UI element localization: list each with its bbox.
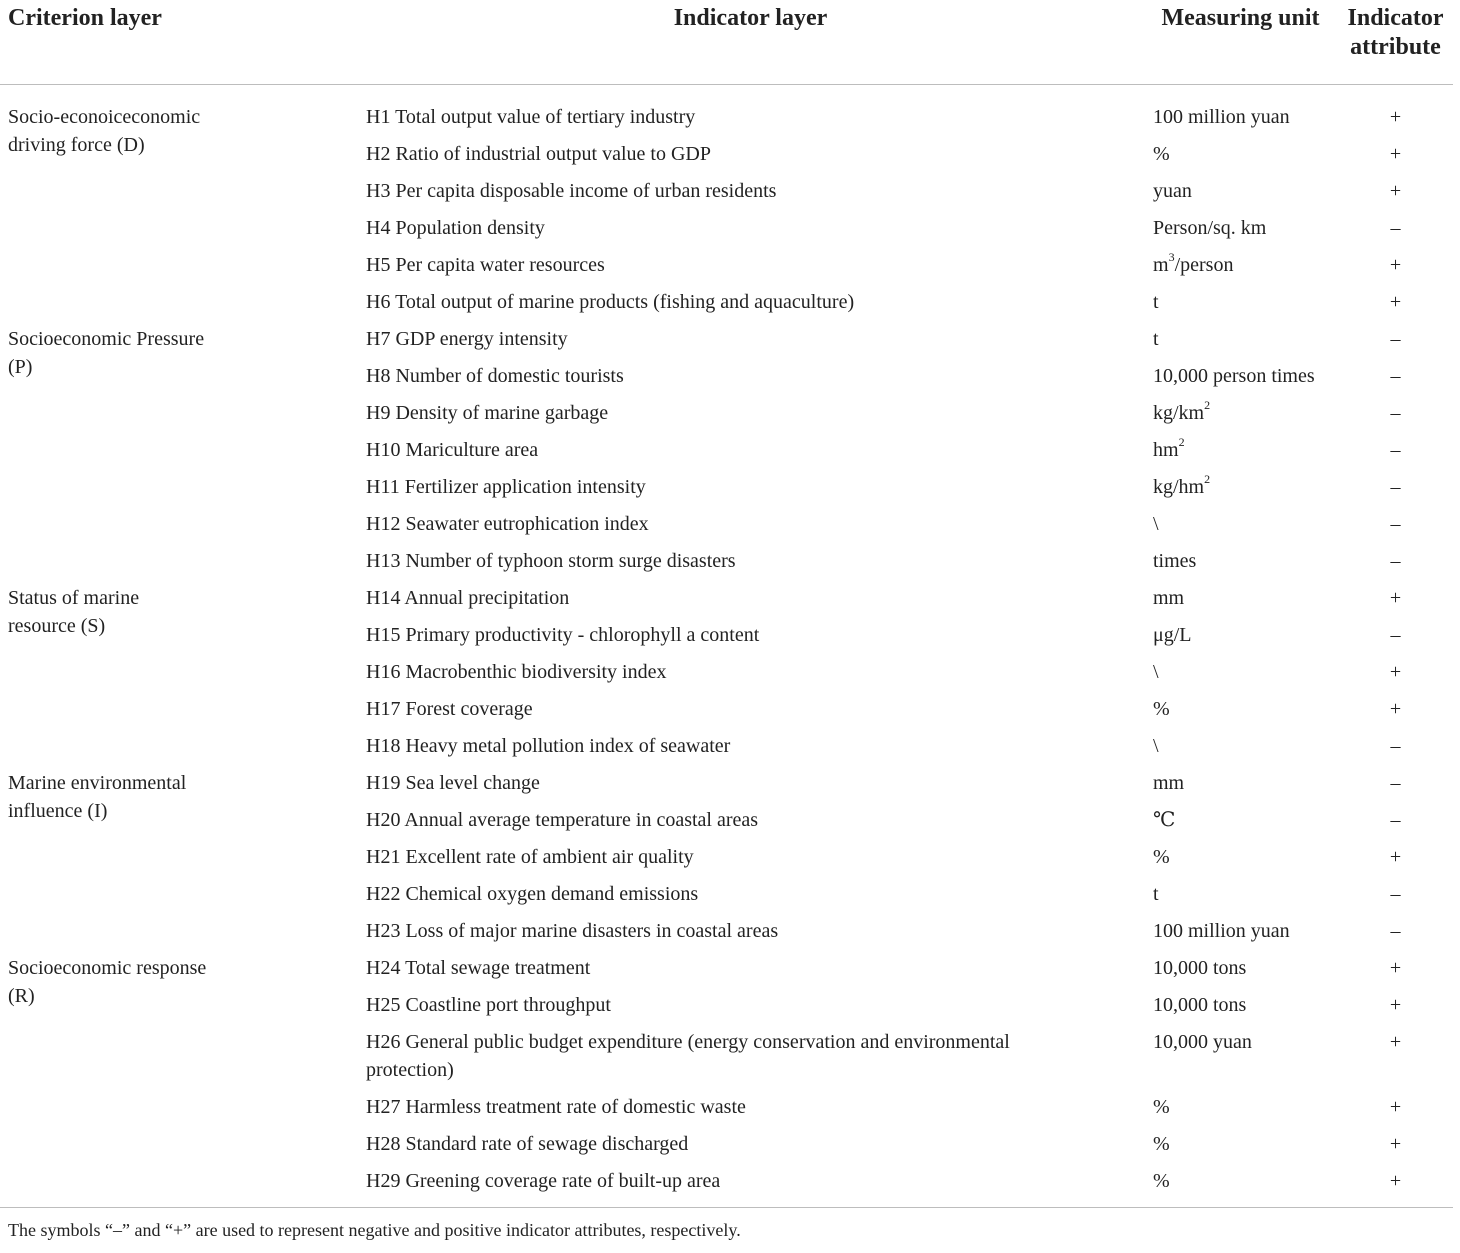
indicator-cell: H29 Greening coverage rate of built-up area	[366, 1170, 721, 1192]
unit-superscript: 2	[1204, 398, 1211, 413]
unit-text: 10,000 person times	[1153, 365, 1315, 387]
header-indicator-attribute: Indicator attribute	[1338, 0, 1453, 85]
measuring-unit-cell	[1143, 654, 1338, 691]
unit-text: ℃	[1153, 809, 1176, 831]
indicator-cell: H6 Total output of marine products (fishing and aquaculture)	[366, 291, 855, 313]
indicator-attribute-cell: +	[1389, 587, 1402, 609]
measuring-unit-cell	[1143, 1126, 1338, 1163]
unit-text: 100 million yuan	[1153, 106, 1290, 128]
measuring-unit-cell	[1143, 247, 1338, 284]
unit-text: μg/L	[1153, 624, 1192, 646]
criterion-cell: Marine environmental influence (I)	[8, 772, 187, 822]
unit-text: %	[1153, 1133, 1170, 1155]
indicator-cell: H14 Annual precipitation	[366, 587, 570, 609]
header-row	[0, 0, 1453, 85]
unit-text: kg/km	[1153, 402, 1205, 424]
table-row	[0, 765, 1453, 802]
unit-text: t	[1153, 328, 1159, 350]
measuring-unit-cell	[1143, 210, 1338, 247]
unit-text: 10,000 yuan	[1153, 1031, 1252, 1053]
table-footnote: The symbols “–” and “+” are used to represent negative and positive indicator attributes, respectively.	[8, 1220, 741, 1240]
unit-text: %	[1153, 846, 1170, 868]
indicator-cell: H18 Heavy metal pollution index of seawater	[366, 735, 731, 757]
indicator-attribute-cell: –	[1390, 217, 1401, 239]
measuring-unit-cell	[1143, 1024, 1338, 1089]
unit-text: %	[1153, 143, 1170, 165]
measuring-unit-cell	[1143, 839, 1338, 876]
measuring-unit-cell	[1143, 358, 1338, 395]
indicator-cell: H2 Ratio of industrial output value to GDP	[366, 143, 711, 165]
indicator-attribute-cell: +	[1389, 1170, 1402, 1192]
indicator-attribute-cell: +	[1389, 254, 1402, 276]
measuring-unit-cell	[1143, 580, 1338, 617]
indicator-cell: H28 Standard rate of sewage discharged	[366, 1133, 689, 1155]
indicator-cell: H5 Per capita water resources	[366, 254, 605, 276]
measuring-unit-cell	[1143, 617, 1338, 654]
indicator-attribute-cell: +	[1389, 1031, 1402, 1053]
indicator-cell: H15 Primary productivity - chlorophyll a content	[366, 624, 760, 646]
indicator-attribute-cell: –	[1390, 439, 1401, 461]
measuring-unit-cell	[1143, 728, 1338, 765]
indicator-cell: H19 Sea level change	[366, 772, 540, 794]
indicator-attribute-cell: +	[1389, 698, 1402, 720]
table-row	[0, 85, 1453, 137]
indicator-cell: H4 Population density	[366, 217, 545, 239]
unit-text: yuan	[1153, 180, 1192, 202]
indicator-attribute-cell: –	[1390, 735, 1401, 757]
unit-text: %	[1153, 1096, 1170, 1118]
criterion-cell: Socio-econoiceconomic driving force (D)	[8, 106, 201, 156]
criterion-cell: Socioeconomic Pressure (P)	[8, 328, 205, 378]
measuring-unit-cell	[1143, 1163, 1338, 1208]
measuring-unit-cell	[1143, 691, 1338, 728]
indicator-attribute-cell: –	[1390, 624, 1401, 646]
indicator-cell: H23 Loss of major marine disasters in coastal areas	[366, 920, 779, 942]
indicator-attribute-cell: +	[1389, 180, 1402, 202]
indicator-cell: H11 Fertilizer application intensity	[366, 476, 646, 498]
measuring-unit-cell	[1143, 321, 1338, 358]
measuring-unit-cell	[1143, 1089, 1338, 1126]
measuring-unit-cell	[1143, 85, 1338, 137]
header-indicator-layer: Indicator layer	[358, 0, 1143, 85]
unit-text: t	[1153, 883, 1159, 905]
indicator-cell: H20 Annual average temperature in coastal areas	[366, 809, 759, 831]
header-criterion-layer: Criterion layer	[0, 0, 358, 85]
indicator-attribute-cell: –	[1390, 476, 1401, 498]
measuring-unit-cell	[1143, 173, 1338, 210]
indicator-cell: H10 Mariculture area	[366, 439, 539, 461]
indicator-attribute-cell: –	[1390, 920, 1401, 942]
indicator-attribute-cell: +	[1389, 143, 1402, 165]
unit-text: t	[1153, 291, 1159, 313]
measuring-unit-cell	[1143, 876, 1338, 913]
indicator-cell: H26 General public budget expenditure (energy conservation and environmental protection)	[366, 1031, 1010, 1081]
measuring-unit-cell	[1143, 543, 1338, 580]
indicator-attribute-cell: –	[1390, 328, 1401, 350]
indicator-cell: H17 Forest coverage	[366, 698, 533, 720]
unit-suffix: /person	[1174, 254, 1234, 276]
indicator-attribute-cell: +	[1389, 957, 1402, 979]
indicator-attribute-cell: +	[1389, 994, 1402, 1016]
measuring-unit-cell	[1143, 395, 1338, 432]
indicator-attribute-cell: –	[1390, 513, 1401, 535]
unit-text: 10,000 tons	[1153, 994, 1247, 1016]
unit-text: 100 million yuan	[1153, 920, 1290, 942]
table-header	[0, 0, 1453, 85]
indicator-attribute-cell: –	[1390, 402, 1401, 424]
indicator-cell: H25 Coastline port throughput	[366, 994, 611, 1016]
unit-superscript: 2	[1178, 435, 1185, 450]
header-measuring-unit: Measuring unit	[1143, 0, 1338, 85]
indicator-cell: H27 Harmless treatment rate of domestic waste	[366, 1096, 746, 1118]
indicator-cell: H24 Total sewage treatment	[366, 957, 591, 979]
measuring-unit-cell	[1143, 987, 1338, 1024]
indicator-cell: H9 Density of marine garbage	[366, 402, 609, 424]
measuring-unit-cell	[1143, 802, 1338, 839]
unit-text: hm	[1153, 439, 1179, 461]
indicator-attribute-cell: +	[1389, 1096, 1402, 1118]
unit-text: mm	[1153, 772, 1185, 794]
criterion-cell: Socioeconomic response (R)	[8, 957, 207, 1007]
indicator-cell: H1 Total output value of tertiary industry	[366, 106, 696, 128]
unit-text: \	[1153, 513, 1159, 535]
indicator-attribute-cell: –	[1390, 809, 1401, 831]
measuring-unit-cell	[1143, 432, 1338, 469]
indicator-attribute-cell: +	[1389, 846, 1402, 868]
measuring-unit-cell	[1143, 765, 1338, 802]
indicator-cell: H13 Number of typhoon storm surge disasters	[366, 550, 736, 572]
indicator-attribute-cell: +	[1389, 106, 1402, 128]
unit-text: %	[1153, 698, 1170, 720]
criterion-cell: Status of marine resource (S)	[8, 587, 140, 637]
indicator-cell: H8 Number of domestic tourists	[366, 365, 624, 387]
table-body	[0, 85, 1453, 1208]
unit-text: mm	[1153, 587, 1185, 609]
unit-superscript: 3	[1168, 250, 1175, 265]
measuring-unit-cell	[1143, 913, 1338, 950]
indicator-cell: H22 Chemical oxygen demand emissions	[366, 883, 699, 905]
measuring-unit-cell	[1143, 136, 1338, 173]
unit-text: 10,000 tons	[1153, 957, 1247, 979]
unit-text: \	[1153, 661, 1159, 683]
table-row	[0, 321, 1453, 358]
table-row	[0, 950, 1453, 987]
indicator-attribute-cell: –	[1390, 772, 1401, 794]
indicator-attribute-cell: –	[1390, 365, 1401, 387]
unit-text: kg/hm	[1153, 476, 1205, 498]
unit-text: Person/sq. km	[1153, 217, 1267, 239]
unit-text: \	[1153, 735, 1159, 757]
unit-superscript: 2	[1204, 472, 1211, 487]
indicator-attribute-cell: +	[1389, 1133, 1402, 1155]
indicator-attribute-cell: +	[1389, 291, 1402, 313]
indicator-attribute-cell: +	[1389, 661, 1402, 683]
measuring-unit-cell	[1143, 284, 1338, 321]
measuring-unit-cell	[1143, 506, 1338, 543]
measuring-unit-cell	[1143, 469, 1338, 506]
unit-text: times	[1153, 550, 1197, 572]
indicator-attribute-cell: –	[1390, 550, 1401, 572]
unit-text: m	[1153, 254, 1169, 276]
indicator-cell: H12 Seawater eutrophication index	[366, 513, 649, 535]
indicator-attribute-cell: –	[1390, 883, 1401, 905]
indicator-cell: H3 Per capita disposable income of urban residents	[366, 180, 777, 202]
indicator-cell: H21 Excellent rate of ambient air quality	[366, 846, 694, 868]
indicator-cell: H7 GDP energy intensity	[366, 328, 568, 350]
measuring-unit-cell	[1143, 950, 1338, 987]
unit-text: %	[1153, 1170, 1170, 1192]
indicator-cell: H16 Macrobenthic biodiversity index	[366, 661, 667, 683]
table-row	[0, 580, 1453, 617]
